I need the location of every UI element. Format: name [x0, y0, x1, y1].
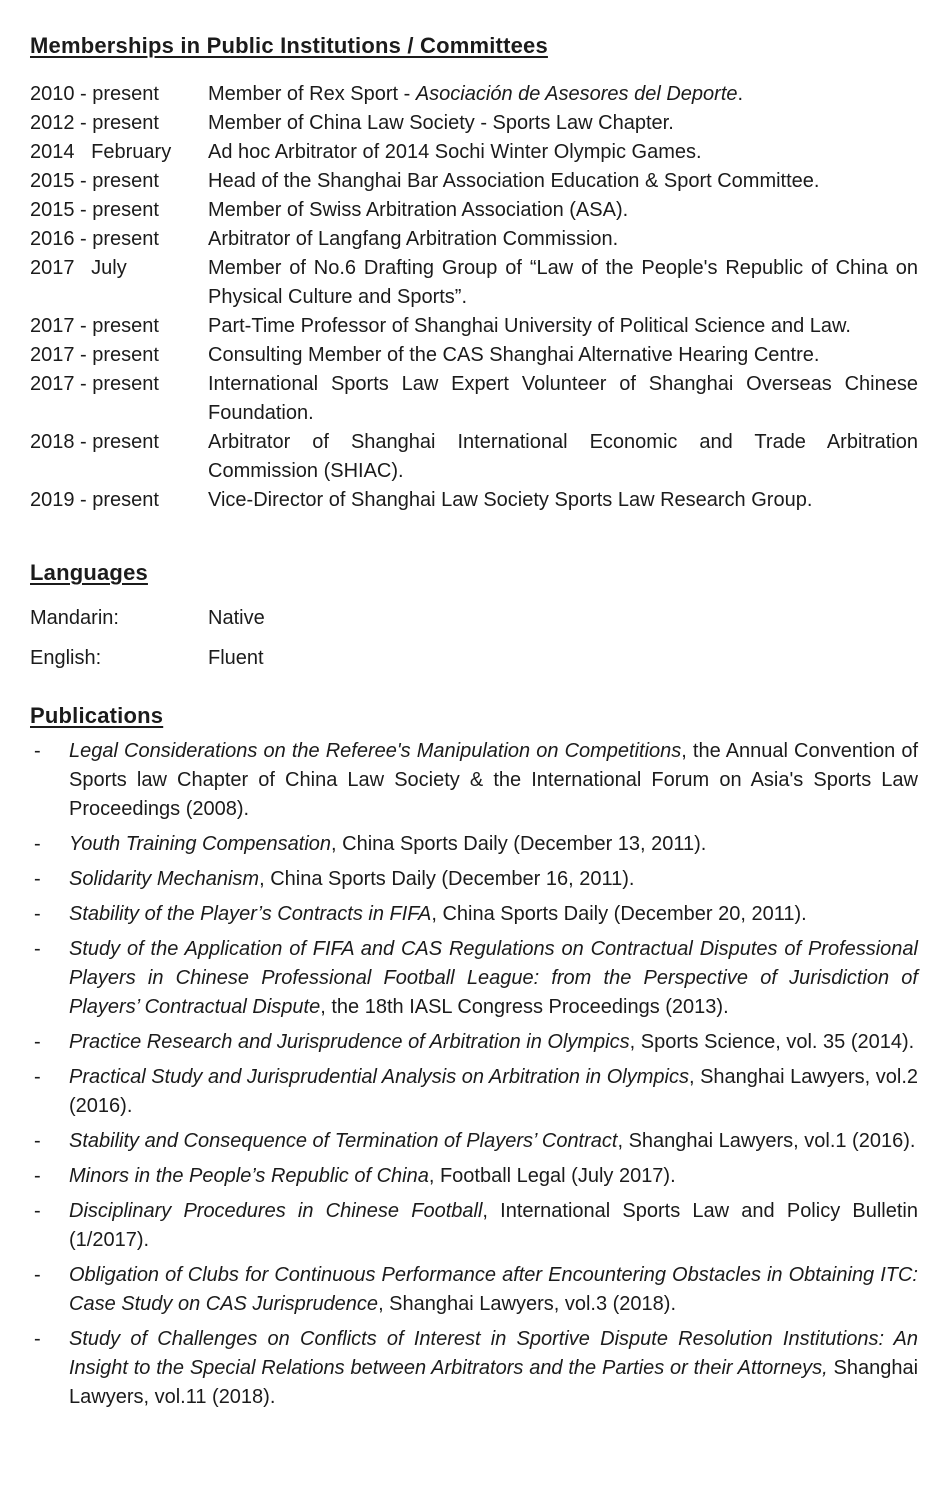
bullet-dash: -	[34, 1264, 41, 1286]
text-segment: Consulting Member of the CAS Shanghai Alternative Hearing Centre.	[208, 344, 820, 366]
membership-row	[30, 254, 918, 312]
italic-text-segment: Asociación de Asesores del Deporte	[415, 83, 738, 105]
text-segment: Shanghai Lawyers, vol.11 (2018).	[69, 1357, 919, 1408]
italic-text-segment: Solidarity Mechanism	[69, 868, 260, 890]
italic-text-segment: Minors in the People’s Republic of China	[69, 1165, 429, 1187]
publication-item	[30, 830, 918, 859]
publication-text	[69, 1028, 918, 1057]
membership-description	[208, 138, 918, 167]
bullet-dash: -	[34, 1200, 41, 1222]
membership-row	[30, 80, 918, 109]
publication-text	[69, 935, 918, 1022]
membership-date: 2017 - present	[30, 315, 159, 337]
italic-text-segment: Study of Challenges on Conflicts of Interest in Sportive Dispute Resolution Institutions: An Insight to the Special Relations between Arbitrators and the Parties or their Attorneys,	[69, 1328, 918, 1379]
text-segment: Arbitrator of Shanghai International Economic and Trade Arbitration Commission (SHIAC).	[208, 431, 918, 482]
publication-text	[69, 900, 918, 929]
membership-date: 2019 - present	[30, 489, 159, 511]
publications-section	[30, 703, 918, 1412]
membership-row	[30, 341, 918, 370]
text-segment: Member of Rex Sport -	[208, 83, 416, 105]
italic-text-segment: Practice Research and Jurisprudence of Arbitration in Olympics	[69, 1031, 630, 1053]
membership-row	[30, 196, 918, 225]
memberships-heading: Memberships in Public Institutions / Committees	[30, 33, 548, 58]
membership-row	[30, 167, 918, 196]
bullet-dash: -	[34, 1066, 41, 1088]
text-segment: , Football Legal (July 2017).	[428, 1165, 676, 1187]
membership-description	[208, 225, 918, 254]
italic-text-segment: Obligation of Clubs for Continuous Performance after Encountering Obstacles in Obtaining ITC: Case Study on CAS Jurisprudence	[69, 1264, 918, 1315]
text-segment: Vice-Director of Shanghai Law Society Sports Law Research Group.	[208, 489, 813, 511]
publication-list	[30, 737, 918, 1412]
italic-text-segment: Stability and Consequence of Termination of Players’ Contract	[69, 1130, 618, 1152]
publication-text	[69, 1261, 918, 1319]
text-segment: Member of No.6 Drafting Group of “Law of the People's Republic of China on Physical Culture and Sports”.	[208, 257, 918, 308]
text-segment: , Shanghai Lawyers, vol.1 (2016).	[617, 1130, 916, 1152]
membership-row	[30, 225, 918, 254]
text-segment: , International Sports Law and Policy Bulletin (1/2017).	[69, 1200, 918, 1251]
text-segment: Member of Swiss Arbitration Association (ASA).	[208, 199, 629, 221]
publication-text	[69, 737, 918, 824]
publication-text	[69, 830, 918, 859]
text-segment: Ad hoc Arbitrator of 2014 Sochi Winter Olympic Games.	[208, 141, 702, 163]
membership-date: 2015 - present	[30, 170, 159, 192]
membership-row	[30, 312, 918, 341]
membership-row	[30, 138, 918, 167]
italic-text-segment: Youth Training Compensation	[69, 833, 332, 855]
publication-item	[30, 1127, 918, 1156]
membership-date: 2015 - present	[30, 199, 159, 221]
publication-item	[30, 1261, 918, 1319]
language-list	[30, 604, 918, 673]
membership-description	[208, 428, 918, 486]
publication-text	[69, 865, 918, 894]
membership-description	[208, 167, 918, 196]
publication-item	[30, 1197, 918, 1255]
publication-item	[30, 1162, 918, 1191]
publication-text	[69, 1127, 918, 1156]
italic-text-segment: Stability of the Player’s Contracts in FIFA	[69, 903, 432, 925]
membership-date: 2014 February	[30, 141, 172, 163]
memberships-section	[30, 33, 918, 515]
text-segment: Head of the Shanghai Bar Association Education & Sport Committee.	[208, 170, 820, 192]
bullet-dash: -	[34, 938, 41, 960]
publications-heading: Publications	[30, 703, 164, 728]
italic-text-segment: Practical Study and Jurisprudential Analysis on Arbitration in Olympics	[69, 1066, 689, 1088]
membership-row	[30, 486, 918, 515]
language-name: Mandarin:	[30, 607, 119, 629]
membership-description	[208, 312, 918, 341]
languages-section	[30, 560, 918, 673]
membership-description	[208, 196, 918, 225]
bullet-dash: -	[34, 833, 41, 855]
membership-date: 2018 - present	[30, 431, 159, 453]
membership-description	[208, 370, 918, 428]
membership-row	[30, 109, 918, 138]
publication-item	[30, 1063, 918, 1121]
language-name: English:	[30, 647, 102, 669]
text-segment: , Shanghai Lawyers, vol.2 (2016).	[69, 1066, 918, 1117]
language-row	[30, 604, 918, 633]
membership-date: 2017 - present	[30, 373, 159, 395]
membership-row	[30, 370, 918, 428]
language-row	[30, 644, 918, 673]
text-segment: , China Sports Daily (December 13, 2011).	[331, 833, 707, 855]
bullet-dash: -	[34, 1031, 41, 1053]
language-level: Native	[208, 607, 265, 629]
text-segment: Part-Time Professor of Shanghai University of Political Science and Law.	[208, 315, 851, 337]
bullet-dash: -	[34, 868, 41, 890]
bullet-dash: -	[34, 1165, 41, 1187]
italic-text-segment: Disciplinary Procedures in Chinese Football	[69, 1200, 483, 1222]
membership-description	[208, 109, 918, 138]
text-segment: , China Sports Daily (December 16, 2011).	[259, 868, 635, 890]
membership-list	[30, 80, 918, 515]
membership-date: 2012 - present	[30, 112, 159, 134]
text-segment: International Sports Law Expert Volunteer of Shanghai Overseas Chinese Foundation.	[208, 373, 918, 424]
publication-text	[69, 1162, 918, 1191]
language-level: Fluent	[208, 647, 264, 669]
publication-text	[69, 1325, 918, 1412]
membership-date: 2017 July	[30, 257, 127, 279]
bullet-dash: -	[34, 903, 41, 925]
bullet-dash: -	[34, 740, 41, 762]
membership-date: 2017 - present	[30, 344, 159, 366]
publication-text	[69, 1063, 918, 1121]
membership-description	[208, 341, 918, 370]
text-segment: , the 18th IASL Congress Proceedings (2013).	[320, 996, 729, 1018]
publication-item	[30, 1325, 918, 1412]
publication-text	[69, 1197, 918, 1255]
text-segment: , Shanghai Lawyers, vol.3 (2018).	[378, 1293, 677, 1315]
publication-item	[30, 737, 918, 824]
text-segment: , Sports Science, vol. 35 (2014).	[629, 1031, 915, 1053]
membership-date: 2010 - present	[30, 83, 159, 105]
membership-row	[30, 428, 918, 486]
membership-description	[208, 80, 918, 109]
text-segment: , China Sports Daily (December 20, 2011).	[431, 903, 807, 925]
membership-date: 2016 - present	[30, 228, 159, 250]
bullet-dash: -	[34, 1130, 41, 1152]
text-segment: Arbitrator of Langfang Arbitration Commission.	[208, 228, 619, 250]
publication-item	[30, 935, 918, 1022]
languages-heading: Languages	[30, 560, 148, 585]
italic-text-segment: Study of the Application of FIFA and CAS Regulations on Contractual Disputes of Professional Players in Chinese Professional Football League: from the Perspective of Jurisdiction of Players’ Contractual Dispute	[69, 938, 918, 1018]
publication-item	[30, 865, 918, 894]
text-segment: Member of China Law Society - Sports Law Chapter.	[208, 112, 674, 134]
bullet-dash: -	[34, 1328, 41, 1350]
italic-text-segment: Legal Considerations on the Referee's Manipulation on Competitions	[69, 740, 682, 762]
text-segment: .	[737, 83, 744, 105]
publication-item	[30, 900, 918, 929]
text-segment: , the Annual Convention of Sports law Chapter of China Law Society & the International Forum on Asia's Sports Law Proceedings (2008).	[69, 740, 919, 820]
membership-description	[208, 486, 918, 515]
publication-item	[30, 1028, 918, 1057]
membership-description	[208, 254, 918, 312]
